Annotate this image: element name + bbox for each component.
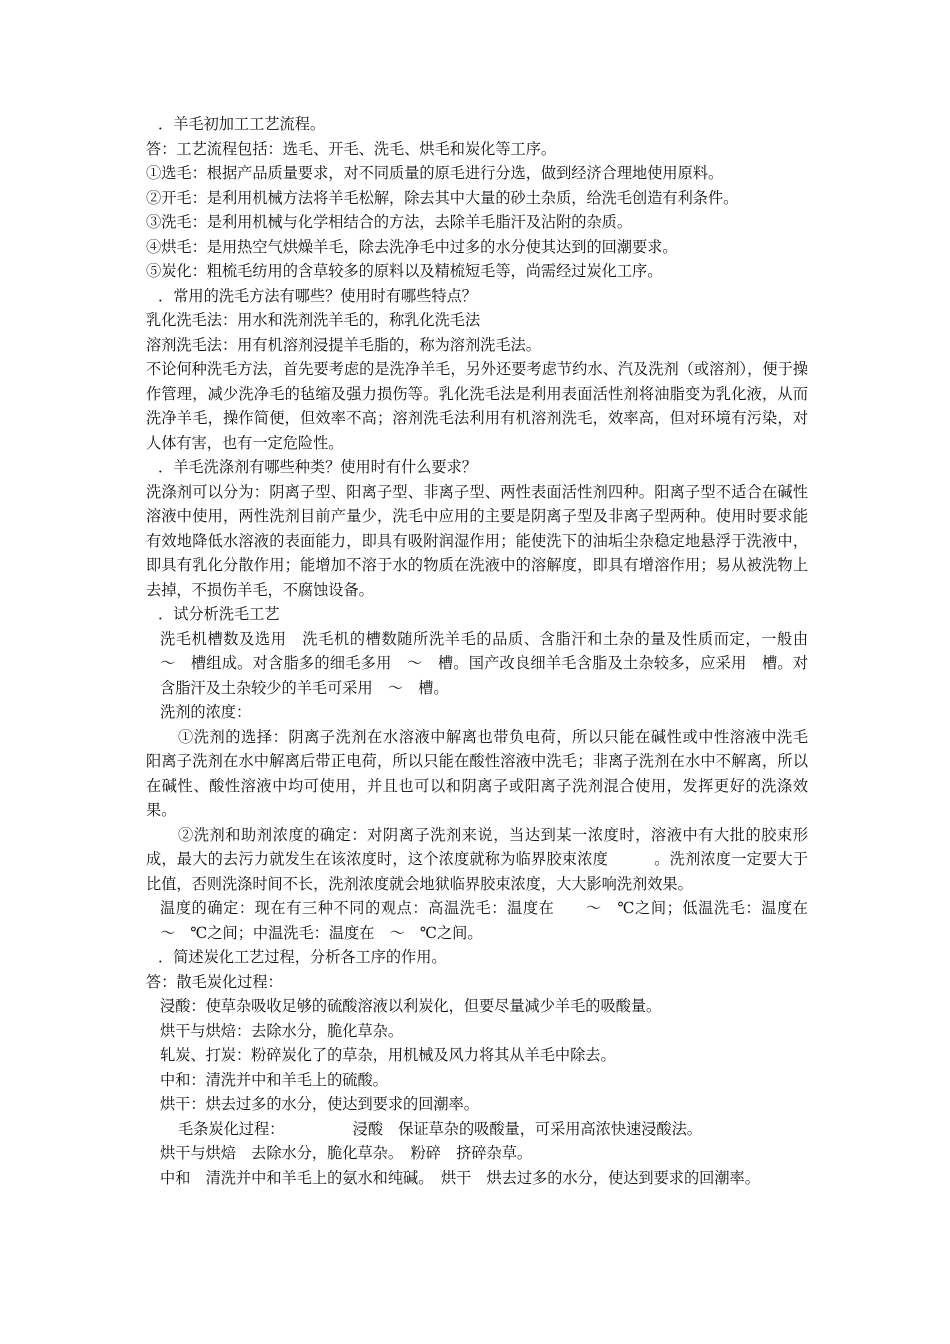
question-4-heading: ．试分析洗毛工艺	[158, 605, 280, 623]
answer-2-emulsion: 乳化洗毛法：用水和洗剂洗羊毛的，称乳化洗毛法	[146, 311, 481, 329]
answer-5-top-dry-crush: 烘干与烘焙 去除水分，脆化草杂。 粉碎 挤碎杂草。	[160, 1144, 533, 1162]
answer-1-item-2: ②开毛：是利用机械方法将羊毛松解，除去其中大量的砂土杂质，给洗毛创造有利条件。	[146, 188, 739, 207]
answer-4-temperature-paragraph: 温度的确定：现在有三种不同的观点：高温洗毛：温度在 ～ ℃之间；低温洗毛：温度在 ～ ℃之间；中温洗毛：温度在 ～ ℃之间。	[160, 899, 824, 942]
question-1-heading: ．羊毛初加工工艺流程。	[158, 115, 326, 133]
answer-1-item-4: ④烘毛：是用热空气烘燥羊毛，除去洗净毛中过多的水分使其达到的回潮要求。	[146, 237, 678, 256]
answer-1-item-5: ⑤炭化：粗梳毛纺用的含草较多的原料以及精梳短毛等，尚需经过炭化工序。	[146, 262, 663, 280]
answer-1-item-3: ③洗毛：是利用机械与化学相结合的方法，去除羊毛脂汗及沾附的杂质。	[146, 213, 632, 231]
answer-5-step-acid: 浸酸：使草杂吸收足够的硫酸溶液以利炭化，但要尽量减少羊毛的吸酸量。	[160, 997, 662, 1015]
answer-5-top-process: 毛条炭化过程： 浸酸 保证草杂的吸酸量，可采用高浓快速浸酸法。	[178, 1119, 702, 1138]
answer-3-paragraph: 洗涤剂可以分为：阴离子型、阳离子型、非离子型、两性表面活性剂四种。阳离子型不适合在碱性溶液中使用，两性洗剂目前产量少，洗毛中应用的主要是阴离子型及非离子型两种。使用时要求能有效地降低水溶液的表面能力，即具有吸附润湿作用；能使洗下的油垢尘杂稳定地悬浮于洗液中，即具有乳化分散作用；能增加不溶于水的物质在洗液中的溶解度，即具有增溶作用；易从被洗物上去掉，不损伤羊毛，不腐蚀设备。	[146, 482, 808, 599]
question-3-heading: ．羊毛洗涤剂有哪些种类？使用时有什么要求？	[158, 458, 477, 476]
answer-1-item-1: ①选毛：根据产品质量要求，对不同质量的原毛进行分选，做到经济合理地使用原料。	[146, 164, 724, 182]
answer-5-top-neutralize-dry: 中和 清洗并中和羊毛上的氨水和纯碱。 烘干 烘去过多的水分，使达到要求的回潮率。	[160, 1168, 760, 1187]
answer-4-detergent-selection: ①洗剂的选择：阴离子洗剂在水溶液中解离也带负电荷，所以只能在碱性或中性溶液中洗毛 阳离子洗剂在水中解离后带正电荷，所以只能在酸性溶液中洗毛；非离子洗剂在水中不解离，所以在碱性、酸性溶液中均可使用，并且也可以和阴离子或阳离子洗剂混合使用，发挥更好的洗涤效果。	[146, 727, 824, 819]
answer-5-step-crush: 轧炭、打炭：粉碎炭化了的草杂，用机械及风力将其从羊毛中除去。	[160, 1046, 616, 1064]
answer-4-concentration-heading: 洗剂的浓度：	[160, 703, 252, 721]
answer-5-step-dry: 烘干：烘去过多的水分，使达到要求的回潮率。	[160, 1095, 479, 1113]
answer-5-step-dry-bake: 烘干与烘焙：去除水分，脆化草杂。	[160, 1021, 403, 1040]
answer-4-concentration-determination: ②洗剂和助剂浓度的确定：对阴离子洗剂来说，当达到某一浓度时，溶液中有大批的胶束形成，最大的去污力就发生在该浓度时，这个浓度就称为临界胶束浓度 。洗剂浓度一定要大于比值，否则洗涤时间不长，洗剂浓度就会地狱临界胶束浓度，大大影响洗剂效果。	[146, 825, 808, 893]
answer-5-intro: 答：散毛炭化过程：	[146, 972, 283, 991]
document-page	[0, 112, 950, 1190]
question-5-heading: ．简述炭化工艺过程，分析各工序的作用。	[158, 948, 447, 966]
answer-2-paragraph: 不论何种洗毛方法，首先要考虑的是洗净羊毛，另外还要考虑节约水、汽及洗剂（或溶剂），便于操作管理，减少洗净毛的毡缩及强力损伤等。乳化洗毛法是利用表面活性剂将油脂变为乳化液，从而洗净羊毛，操作简便，但效率不高；溶剂洗毛法利用有机溶剂洗毛，效率高，但对环境有污染，对人体有害，也有一定危险性。	[146, 360, 808, 452]
answer-1-intro: 答：工艺流程包括：选毛、开毛、洗毛、烘毛和炭化等工序。	[146, 139, 557, 158]
question-2-heading: ．常用的洗毛方法有哪些？使用时有哪些特点？	[158, 286, 477, 305]
answer-5-step-neutralize: 中和：清洗并中和羊毛上的硫酸。	[160, 1070, 388, 1089]
answer-4-tank-paragraph: 洗毛机槽数及选用 洗毛机的槽数随所洗羊毛的品质、含脂汗和土杂的量及性质而定，一般由 ～ 槽组成。对含脂多的细毛多用 ～ 槽。国产改良细羊毛含脂及土杂较多，应采用 槽。对含脂汗及土杂较少的羊毛可采用 ～ 槽。	[160, 629, 824, 697]
answer-2-solvent: 溶剂洗毛法：用有机溶剂浸提羊毛脂的，称为溶剂洗毛法。	[146, 335, 541, 354]
